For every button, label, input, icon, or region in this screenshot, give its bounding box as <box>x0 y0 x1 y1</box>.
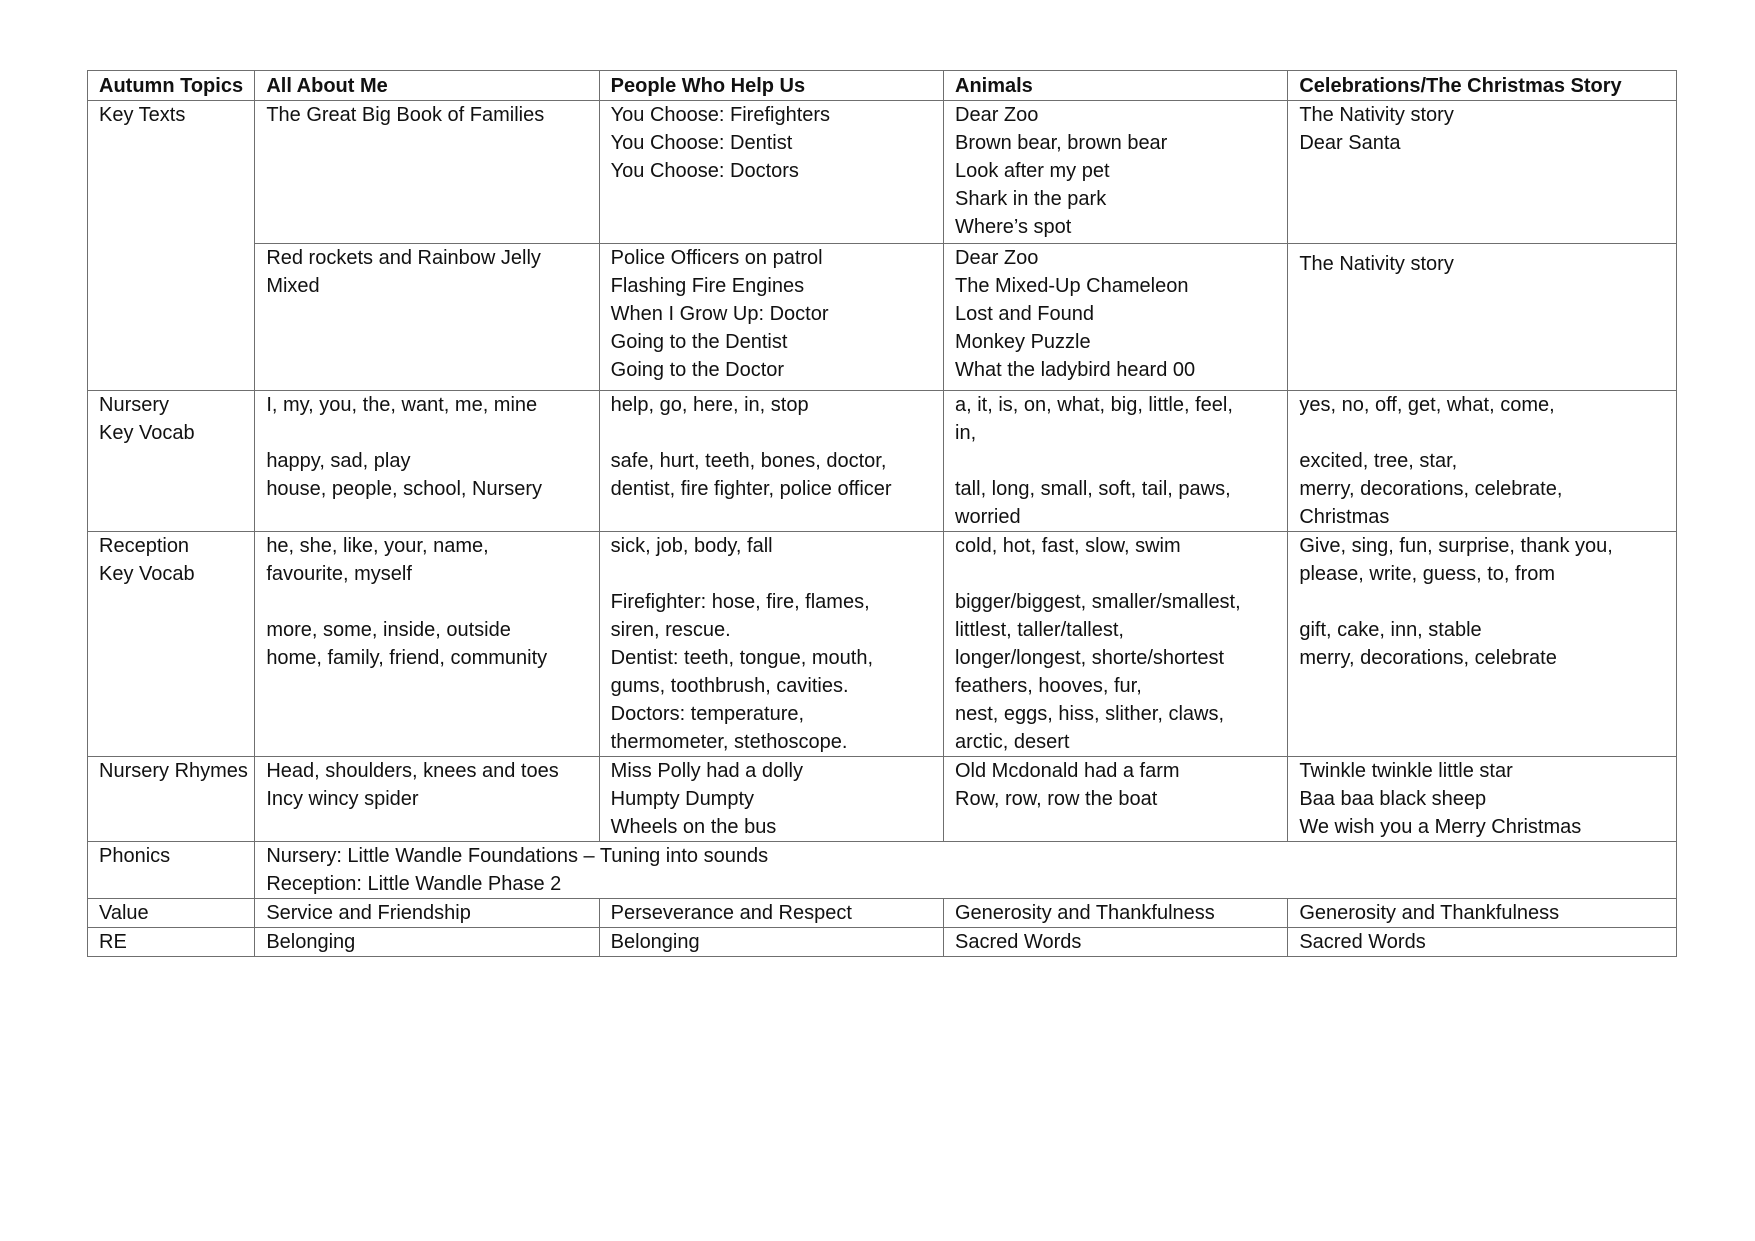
cell-lines <box>955 391 1277 531</box>
row-label-value <box>88 899 255 928</box>
cell-lines <box>955 757 1277 813</box>
table-cell <box>599 928 943 957</box>
cell-lines <box>611 101 933 185</box>
table-cell <box>1288 928 1677 957</box>
cell-lines <box>266 244 588 300</box>
blank-line <box>955 447 1277 475</box>
cell-text-line: Key Vocab <box>99 422 195 444</box>
table-cell <box>944 757 1288 842</box>
cell-lines <box>955 101 1277 241</box>
table-cell <box>944 532 1288 757</box>
cell-text-line: Where’s spot <box>955 216 1072 238</box>
value-row <box>88 899 1677 928</box>
cell-text-line: Dear Zoo <box>955 104 1039 126</box>
cell-text-line: We wish you a Merry Christmas <box>1299 816 1582 838</box>
cell-lines <box>266 532 588 672</box>
cell-lines <box>611 532 933 756</box>
cell-text-line: more, some, inside, outside <box>266 619 511 641</box>
cell-text-line: Miss Polly had a dolly <box>610 760 803 782</box>
cell-text-line: You Choose: Dentist <box>610 132 793 154</box>
cell-text-line: yes, no, off, get, what, come, <box>1299 394 1555 416</box>
table-cell <box>944 391 1288 532</box>
cell-text-line: littlest, taller/tallest, <box>955 619 1124 641</box>
cell-lines <box>266 101 588 129</box>
cell-text-line: please, write, guess, to, from <box>1299 563 1556 585</box>
cell-text-line: worried <box>955 506 1021 528</box>
row-label-phonics <box>88 842 255 899</box>
cell-text-line: sick, job, body, fall <box>610 535 773 557</box>
cell-text-line: Incy wincy spider <box>266 788 419 810</box>
cell-text-line: The Nativity story <box>1299 253 1454 275</box>
cell-lines <box>955 532 1277 756</box>
cell-lines <box>1299 532 1666 672</box>
table-cell <box>255 532 599 757</box>
cell-text-line: Wheels on the bus <box>610 816 777 838</box>
header-all-about-me: All About Me <box>255 71 599 101</box>
cell-text-line: Row, row, row the boat <box>955 788 1158 810</box>
cell-text-line: Old Mcdonald had a farm <box>955 760 1180 782</box>
cell-text-line: Monkey Puzzle <box>955 331 1091 353</box>
key-texts-reception-row <box>88 244 1677 391</box>
row-label-reception-vocab <box>88 532 255 757</box>
blank-line <box>1299 419 1666 447</box>
table-cell <box>255 101 599 244</box>
cell-text-line: safe, hurt, teeth, bones, doctor, <box>610 450 887 472</box>
table-cell <box>1288 532 1677 757</box>
cell-text-line: The Nativity story <box>1299 104 1454 126</box>
blank-line <box>1299 588 1666 616</box>
cell-lines <box>266 757 588 813</box>
blank-line <box>266 588 588 616</box>
cell-text-line: merry, decorations, celebrate <box>1299 647 1557 669</box>
cell-text-line: feathers, hooves, fur, <box>955 675 1142 697</box>
cell-text: Belonging <box>610 931 700 953</box>
cell-text-line: Shark in the park <box>955 188 1107 210</box>
cell-text-line: help, go, here, in, stop <box>610 394 809 416</box>
cell-text-line: Going to the Doctor <box>610 359 785 381</box>
table-cell <box>944 244 1288 391</box>
cell-text-line: Brown bear, brown bear <box>955 132 1168 154</box>
cell-text-line: cold, hot, fast, slow, swim <box>955 535 1181 557</box>
cell-text-line: Key Vocab <box>99 563 195 585</box>
row-label-text: Nursery Rhymes <box>99 760 248 782</box>
cell-lines <box>955 244 1277 384</box>
row-label-text: RE <box>99 931 127 953</box>
row-label-text: Phonics <box>99 845 171 867</box>
table-cell <box>944 101 1288 244</box>
cell-text-line: Nursery <box>99 394 170 416</box>
cell-lines <box>611 244 933 384</box>
cell-text-line: thermometer, stethoscope. <box>610 731 848 753</box>
header-animals: Animals <box>944 71 1288 101</box>
cell-text-line: Red rockets and Rainbow Jelly <box>266 247 541 269</box>
cell-text-line: Baa baa black sheep <box>1299 788 1487 810</box>
cell-text-line: When I Grow Up: Doctor <box>610 303 829 325</box>
cell-text-line: arctic, desert <box>955 731 1070 753</box>
cell-text-line: I, my, you, the, want, me, mine <box>266 394 538 416</box>
header-row <box>88 71 1677 101</box>
blank-line <box>611 419 933 447</box>
cell-text-line: Dear Zoo <box>955 247 1039 269</box>
row-label-re <box>88 928 255 957</box>
cell-text-line: Humpty Dumpty <box>610 788 755 810</box>
cell-text-line: longer/longest, shorte/shortest <box>955 647 1225 669</box>
cell-text-line: You Choose: Firefighters <box>610 104 831 126</box>
row-label-key-texts <box>88 101 255 391</box>
phonics-cell <box>255 842 1677 899</box>
row-label-text: Value <box>99 902 149 924</box>
table-cell <box>1288 391 1677 532</box>
cell-text: Generosity and Thankfulness <box>955 902 1215 924</box>
table-cell <box>1288 101 1677 244</box>
cell-text-line: Going to the Dentist <box>610 331 788 353</box>
cell-text: Sacred Words <box>955 931 1082 953</box>
cell-text-line: Lost and Found <box>955 303 1094 325</box>
table-cell <box>255 899 599 928</box>
table-cell <box>599 899 943 928</box>
cell-lines <box>1299 101 1666 157</box>
blank-line <box>611 560 933 588</box>
cell-text-line: tall, long, small, soft, tail, paws, <box>955 478 1231 500</box>
cell-text-line: What the ladybird heard 00 <box>955 359 1196 381</box>
table-cell <box>255 757 599 842</box>
cell-text-line: Christmas <box>1299 506 1390 528</box>
table-cell <box>1288 757 1677 842</box>
cell-text-line: Police Officers on patrol <box>610 247 823 269</box>
cell-text-line: Dear Santa <box>1299 132 1401 154</box>
cell-text: Generosity and Thankfulness <box>1299 902 1560 924</box>
cell-text-line: gums, toothbrush, cavities. <box>610 675 849 697</box>
cell-text-line: Doctors: temperature, <box>610 703 805 725</box>
cell-text-line: The Great Big Book of Families <box>266 104 545 126</box>
cell-text-line: in, <box>955 422 977 444</box>
cell-text-line: Look after my pet <box>955 160 1110 182</box>
header-people-who-help-us: People Who Help Us <box>599 71 943 101</box>
cell-text-line: Twinkle twinkle little star <box>1299 760 1513 782</box>
cell-lines <box>611 391 933 503</box>
row-label-text: Key Texts <box>99 104 186 126</box>
cell-lines <box>99 532 244 588</box>
phonics-row <box>88 842 1677 899</box>
table-cell <box>255 391 599 532</box>
table-cell <box>599 101 943 244</box>
cell-text-line: happy, sad, play <box>266 450 411 472</box>
table-cell <box>944 899 1288 928</box>
header-autumn-topics: Autumn Topics <box>88 71 255 101</box>
cell-text-line: home, family, friend, community <box>266 647 548 669</box>
cell-text-line: gift, cake, inn, stable <box>1299 619 1482 641</box>
cell-text-line: siren, rescue. <box>610 619 731 641</box>
key-texts-row <box>88 101 1677 244</box>
cell-text-line: Give, sing, fun, surprise, thank you, <box>1299 535 1613 557</box>
table-cell <box>599 391 943 532</box>
cell-lines <box>266 842 1666 898</box>
cell-text-line: Flashing Fire Engines <box>610 275 805 297</box>
cell-text: Belonging <box>266 931 356 953</box>
cell-text-line: nest, eggs, hiss, slither, claws, <box>955 703 1225 725</box>
header-celebrations: Celebrations/The Christmas Story <box>1288 71 1677 101</box>
table-cell <box>255 928 599 957</box>
cell-text-line: excited, tree, star, <box>1299 450 1458 472</box>
cell-text-line: Reception: Little Wandle Phase 2 <box>266 873 562 895</box>
cell-text-line: Mixed <box>266 275 320 297</box>
cell-lines <box>99 391 244 447</box>
cell-text-line: Dentist: teeth, tongue, mouth, <box>610 647 874 669</box>
blank-line <box>955 560 1277 588</box>
blank-line <box>266 419 588 447</box>
cell-text-line: dentist, fire fighter, police officer <box>610 478 892 500</box>
table-cell <box>599 757 943 842</box>
cell-text-line: You Choose: Doctors <box>610 160 799 182</box>
cell-text-line: Firefighter: hose, fire, flames, <box>610 591 870 613</box>
cell-lines <box>1299 250 1666 278</box>
cell-text-line: house, people, school, Nursery <box>266 478 543 500</box>
re-row <box>88 928 1677 957</box>
cell-text-line: Head, shoulders, knees and toes <box>266 760 559 782</box>
cell-text-line: favourite, myself <box>266 563 412 585</box>
cell-text: Service and Friendship <box>266 902 471 924</box>
cell-text-line: merry, decorations, celebrate, <box>1299 478 1563 500</box>
cell-text-line: Nursery: Little Wandle Foundations – Tuning into sounds <box>266 845 769 867</box>
row-label-nursery-rhymes <box>88 757 255 842</box>
cell-lines <box>1299 757 1666 841</box>
cell-text-line: a, it, is, on, what, big, little, feel, <box>955 394 1233 416</box>
curriculum-table <box>87 70 1677 957</box>
table-cell <box>599 532 943 757</box>
cell-text-line: Reception <box>99 535 190 557</box>
cell-lines <box>1299 391 1666 531</box>
nursery-rhymes-row <box>88 757 1677 842</box>
row-label-nursery-vocab <box>88 391 255 532</box>
table-cell <box>255 244 599 391</box>
cell-text: Perseverance and Respect <box>610 902 852 924</box>
cell-lines <box>266 391 588 503</box>
cell-lines <box>611 757 933 841</box>
cell-text-line: The Mixed-Up Chameleon <box>955 275 1189 297</box>
table-cell <box>599 244 943 391</box>
reception-vocab-row <box>88 532 1677 757</box>
cell-text: Sacred Words <box>1299 931 1426 953</box>
table-cell <box>1288 899 1677 928</box>
nursery-vocab-row <box>88 391 1677 532</box>
cell-text-line: bigger/biggest, smaller/smallest, <box>955 591 1241 613</box>
table-cell <box>1288 244 1677 391</box>
table-cell <box>944 928 1288 957</box>
cell-text-line: he, she, like, your, name, <box>266 535 489 557</box>
